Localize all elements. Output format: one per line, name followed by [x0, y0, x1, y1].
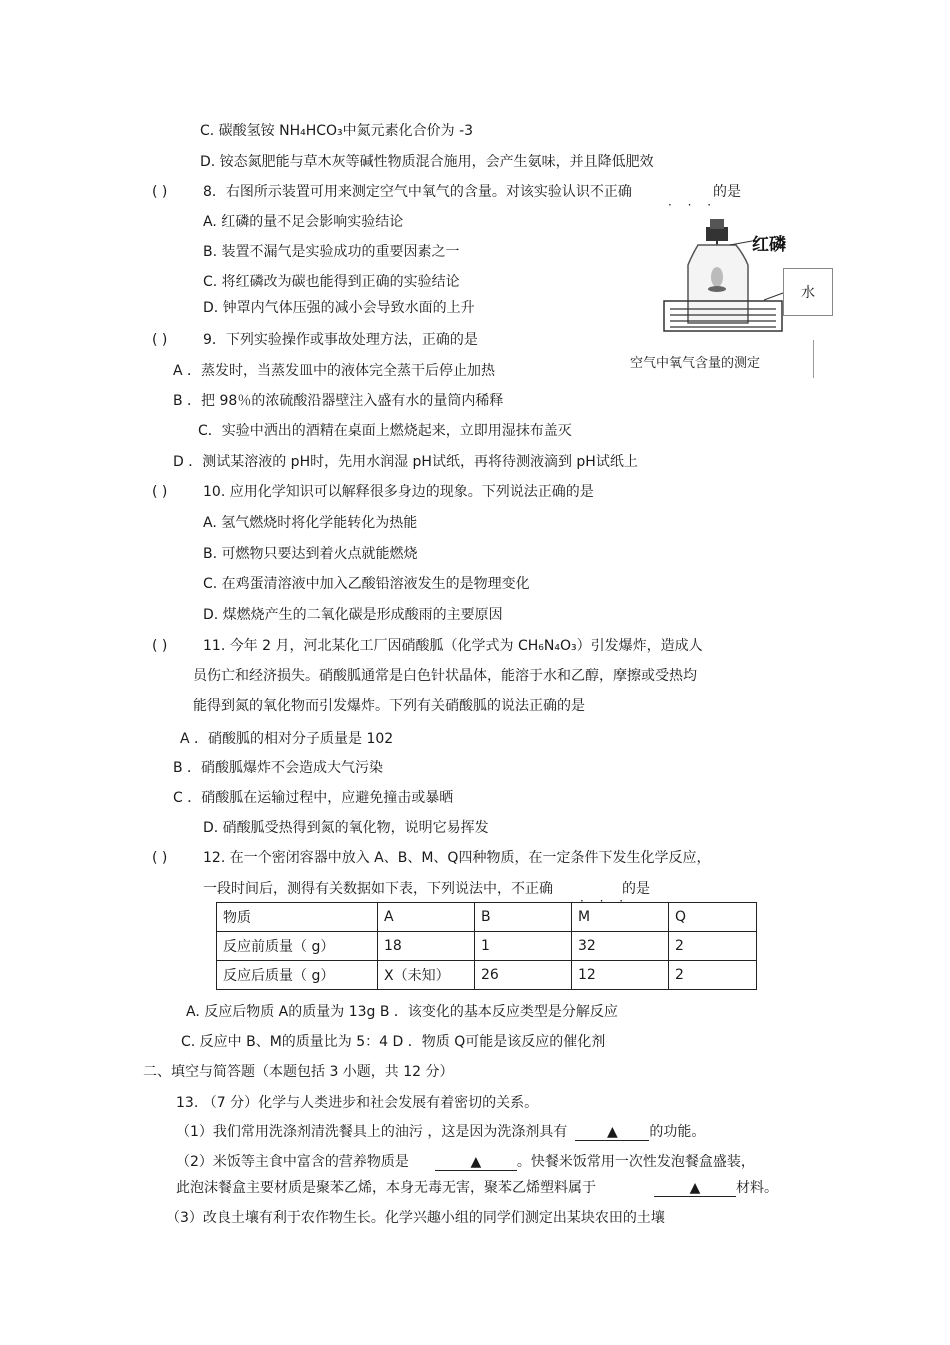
q9-option-d: D ．测试某溶液的 pH时，先用水润湿 pH试纸，再将待测液滴到 pH试纸上 — [173, 454, 638, 470]
answer-paren: ( ) — [152, 184, 168, 200]
q8-option-a: A. 红磷的量不足会影响实验结论 — [203, 214, 404, 230]
table-cell: 12 — [572, 961, 669, 990]
q11-option-a: A ．硝酸胍的相对分子质量是 102 — [180, 731, 394, 747]
table-cell: 反应后质量（ g） — [217, 961, 378, 990]
answer-paren: ( ) — [152, 638, 168, 654]
q11-option-d: D. 硝酸胍受热得到氮的氧化物，说明它易挥发 — [203, 820, 489, 836]
table-cell: 物质 — [217, 903, 378, 932]
table-cell: 2 — [669, 932, 757, 961]
q13-part-2b-text: 此泡沫餐盒主要材质是聚苯乙烯，本身无毒无害，聚苯乙烯塑料属于 — [176, 1180, 596, 1196]
table-row — [217, 932, 757, 961]
section-2-heading: 二、填空与简答题（本题包括 3 小题，共 12 分） — [143, 1064, 454, 1080]
table-cell: 2 — [669, 961, 757, 990]
q12-stem-2-tail: 的是 — [622, 881, 650, 897]
table-cell: A — [378, 903, 475, 932]
q8-stem: 8．右图所示装置可用来测定空气中氧气的含量。对该实验认识不正确 — [203, 184, 632, 200]
answer-paren: ( ) — [152, 332, 168, 348]
q13-part-1-text: （1）我们常用洗涤剂清洗餐具上的油污 ，这是因为洗涤剂具有 — [176, 1124, 568, 1140]
answer-blank[interactable]: ▲ — [654, 1180, 736, 1197]
q10-option-a: A. 氢气燃烧时将化学能转化为热能 — [203, 515, 418, 531]
table-cell: 26 — [475, 961, 572, 990]
q12-options-cd: C. 反应中 B、M的质量比为 5：4 D ．物质 Q可能是该反应的催化剂 — [181, 1034, 606, 1050]
answer-blank[interactable]: ▲ — [435, 1154, 517, 1171]
divider — [813, 340, 814, 378]
table-row — [217, 961, 757, 990]
q13-part-2b-tail: 材料。 — [736, 1180, 778, 1196]
table-cell: X（未知） — [378, 961, 475, 990]
q13-part-1-tail: 的功能。 — [649, 1124, 706, 1140]
q9-option-b: B ．把 98％的浓硫酸沿器壁注入盛有水的量筒内稀释 — [173, 393, 504, 409]
q8-option-b: B. 装置不漏气是实验成功的重要因素之一 — [203, 244, 460, 260]
q13-part-3: （3）改良土壤有利于农作物生长。化学兴趣小组的同学们测定出某块农田的土壤 — [166, 1210, 665, 1226]
table-cell: 32 — [572, 932, 669, 961]
q13-part-2b — [176, 1179, 778, 1197]
table-header-row — [217, 903, 757, 932]
stopper-shape — [706, 227, 728, 241]
q13-part-2 — [176, 1153, 755, 1171]
table-cell: B — [475, 903, 572, 932]
answer-paren: ( ) — [152, 484, 168, 500]
figure-caption: 空气中氧气含量的测定 — [630, 356, 761, 371]
q13-part-2-text: （2）米饭等主食中富含的营养物质是 — [176, 1154, 409, 1170]
q7-option-c: C. 碳酸氢铵 NH₄HCO₃中氮元素化合价为 -3 — [200, 123, 474, 139]
q9-option-a: A ．蒸发时，当蒸发皿中的液体完全蒸干后停止加热 — [173, 363, 496, 379]
water-label: 水 — [801, 285, 815, 301]
table-cell: 反应前质量（ g） — [217, 932, 378, 961]
answer-blank[interactable]: ▲ — [575, 1124, 649, 1141]
q11-option-c: C ．硝酸胍在运输过程中，应避免撞击或暴晒 — [173, 790, 454, 806]
water-label-box — [783, 268, 833, 316]
emphasis-dots: · · · — [580, 894, 630, 908]
q9-option-c: C．实验中洒出的酒精在桌面上燃烧起来，立即用湿抹布盖灭 — [198, 423, 572, 439]
q13-part-1 — [176, 1123, 705, 1141]
q9-stem: 9．下列实验操作或事故处理方法，正确的是 — [203, 332, 478, 348]
q7-option-d: D. 铵态氮肥能与草木灰等碱性物质混合施用，会产生氨味，并且降低肥效 — [200, 154, 654, 170]
table-cell: 18 — [378, 932, 475, 961]
emphasis-dots: · · · — [668, 198, 718, 212]
q11-stem: 11. 今年 2 月，河北某化工厂因硝酸胍（化学式为 CH₆N₄O₃）引发爆炸，造成人 — [203, 638, 703, 654]
q13-part-2-tail: 。快餐米饭常用一次性发泡餐盒盛装， — [516, 1154, 755, 1170]
q11-stem-3: 能得到氮的氧化物而引发爆炸。下列有关硝酸胍的说法正确的是 — [193, 698, 585, 714]
table-cell: Q — [669, 903, 757, 932]
q12-data-table — [216, 902, 757, 990]
table-cell: 1 — [475, 932, 572, 961]
q10-option-c: C. 在鸡蛋清溶液中加入乙酸铅溶液发生的是物理变化 — [203, 576, 530, 592]
q8-option-d: D. 钟罩内气体压强的减小会导致水面的上升 — [203, 300, 475, 316]
q11-stem-2: 员伤亡和经济损失。硝酸胍通常是白色针状晶体，能溶于水和乙醇，摩擦或受热均 — [193, 668, 697, 684]
q12-stem: 12. 在一个密闭容器中放入 A、B、M、Q四种物质，在一定条件下发生化学反应， — [203, 850, 711, 866]
q13-stem: 13. （7 分）化学与人类进步和社会发展有着密切的关系。 — [176, 1095, 539, 1111]
q12-options-ab: A. 反应后物质 A的质量为 13g B ．该变化的基本反应类型是分解反应 — [186, 1004, 618, 1020]
q8-stem-tail: 的是 — [713, 184, 741, 200]
answer-paren: ( ) — [152, 850, 168, 866]
q8-option-c: C. 将红磷改为碳也能得到正确的实验结论 — [203, 274, 460, 290]
red-phosphorus-label: 红磷 — [752, 235, 786, 255]
q10-option-d: D. 煤燃烧产生的二氧化碳是形成酸雨的主要原因 — [203, 607, 503, 623]
q10-stem: 10. 应用化学知识可以解释很多身边的现象。下列说法正确的是 — [203, 484, 594, 500]
q11-option-b: B ．硝酸胍爆炸不会造成大气污染 — [173, 760, 384, 776]
table-cell: M — [572, 903, 669, 932]
q10-option-b: B. 可燃物只要达到着火点就能燃烧 — [203, 546, 418, 562]
q12-stem-2: 一段时间后，测得有关数据如下表，下列说法中，不正确 — [203, 881, 553, 897]
